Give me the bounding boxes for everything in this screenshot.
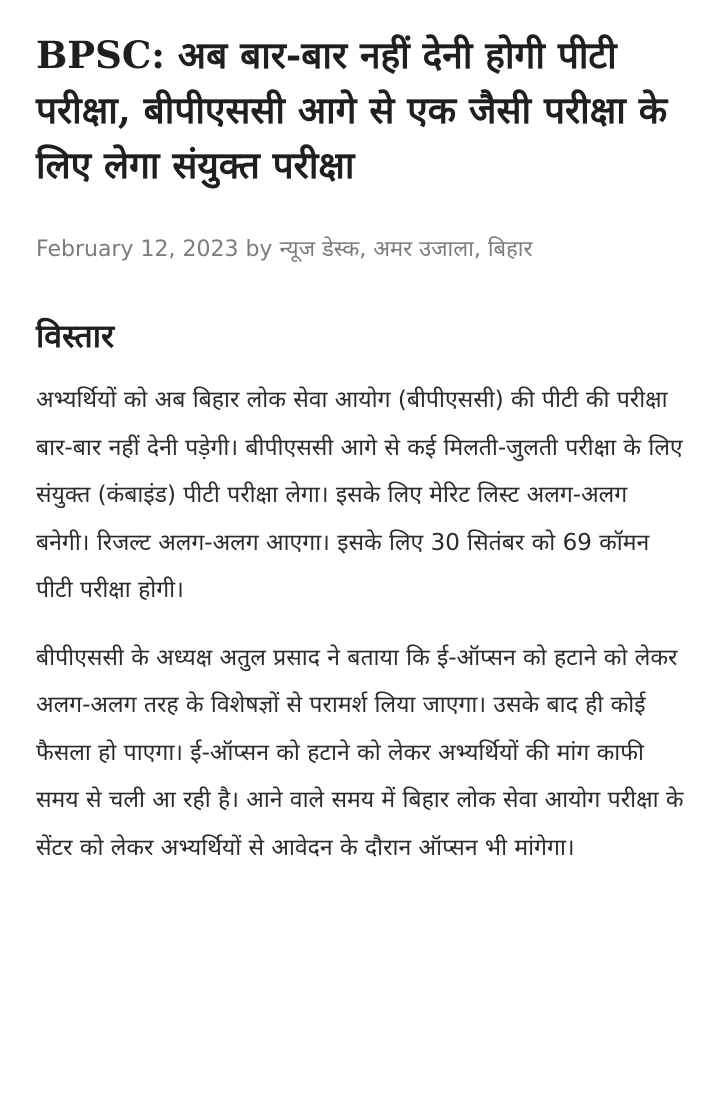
author-name: न्यूज डेस्क, अमर उजाला, बिहार — [279, 237, 533, 262]
article-paragraph: बीपीएससी के अध्यक्ष अतुल प्रसाद ने बताया कि ई-ऑप्सन को हटाने को लेकर अलग-अलग तरह के विशेषज्ञों से परामर्श लिया जाएगा। उसके बाद ही कोई फैसला हो पाएगा। ई-ऑप्सन को हटाने को लेकर अभ्यर्थियों की मांग काफी समय से चली आ रही है। आने वाले समय में बिहार लोक सेवा आयोग परीक्षा के सेंटर को लेकर अभ्यर्थियों से आवेदन के दौरान ऑप्सन भी मांगेगा। — [36, 644, 684, 861]
article-meta — [36, 235, 686, 265]
byline-prefix: by — [245, 237, 273, 262]
article-headline: BPSC: अब बार-बार नहीं देनी होगी पीटी परीक्षा, बीपीएससी आगे से एक जैसी परीक्षा के लिए लेगा संयुक्त परीक्षा — [36, 33, 668, 187]
article — [36, 28, 686, 872]
article-paragraph: अभ्यर्थियों को अब बिहार लोक सेवा आयोग (बीपीएससी) की पीटी की परीक्षा बार-बार नहीं देनी पड़ेगी। बीपीएससी आगे से कई मिलती-जुलती परीक्षा के लिए संयुक्त (कंबाइंड) पीटी परीक्षा लेगा। इसके लिए मेरिट लिस्ट अलग-अलग बनेगी। रिजल्ट अलग-अलग आएगा। इसके लिए 30 सितंबर को 69 कॉमन पीटी परीक्षा होगी। — [36, 387, 683, 603]
publish-date: February 12, 2023 — [36, 237, 239, 262]
section-heading: विस्तार — [36, 317, 115, 355]
